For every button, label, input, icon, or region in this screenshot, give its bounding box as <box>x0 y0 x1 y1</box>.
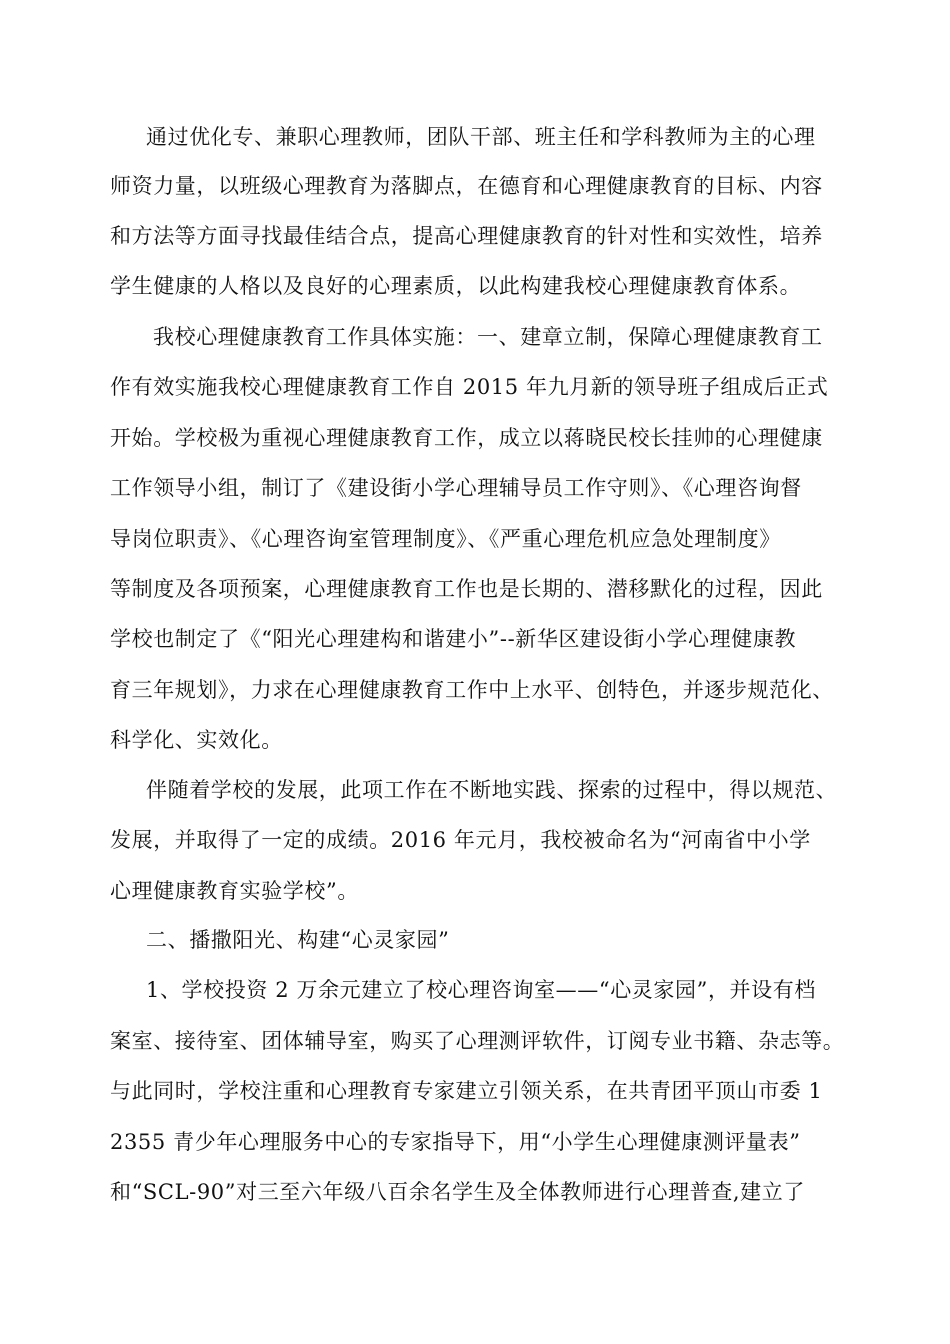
paragraph-line: 育三年规划》，力求在心理健康教育工作中上水平、创特色，并逐步规范化、 <box>110 678 834 702</box>
paragraph-line: 学生健康的人格以及良好的心理素质，以此构建我校心理健康教育体系。 <box>110 274 802 298</box>
paragraph-line: 我校心理健康教育工作具体实施：一、建章立制，保障心理健康教育工 <box>153 325 823 349</box>
paragraph-line: 通过优化专、兼职心理教师，团队干部、班主任和学科教师为主的心理 <box>146 125 816 149</box>
paragraph-line: 发展，并取得了一定的成绩。2016 年元月，我校被命名为“河南省中小学 <box>110 828 811 852</box>
section-heading: 二、播撒阳光、构建“心灵家园” <box>146 928 450 952</box>
paragraph-line: 2355 青少年心理服务中心的专家指导下，用“小学生心理健康测评量表” <box>110 1130 801 1154</box>
paragraph-line: 与此同时，学校注重和心理教育专家建立引领关系，在共青团平顶山市委 1 <box>110 1079 823 1103</box>
paragraph-line: 作有效实施我校心理健康教育工作自 2015 年九月新的领导班子组成后正式 <box>110 375 829 399</box>
paragraph-line: 工作领导小组，制订了《建设街小学心理辅导员工作守则》、《心理咨询督 <box>110 476 802 500</box>
paragraph-line: 心理健康教育实验学校”。 <box>110 879 359 903</box>
paragraph-line: 和“SCL-90”对三至六年级八百余名学生及全体教师进行心理普查,建立了 <box>110 1180 805 1204</box>
paragraph-line: 案室、接待室、团体辅导室，购买了心理测评软件，订阅专业书籍、杂志等。 <box>110 1029 845 1053</box>
paragraph-line: 开始。学校极为重视心理健康教育工作，成立以蒋晓民校长挂帅的心理健康 <box>110 426 823 450</box>
paragraph-line: 导岗位职责》、《心理咨询室管理制度》、《严重心理危机应急处理制度》 <box>110 527 781 551</box>
paragraph-line: 等制度及各项预案，心理健康教育工作也是长期的、潜移默化的过程，因此 <box>110 577 823 601</box>
paragraph-line: 1、学校投资 2 万余元建立了校心理咨询室——“心灵家园”，并设有档 <box>146 978 816 1002</box>
paragraph-line: 科学化、实效化。 <box>110 728 283 752</box>
paragraph-line: 学校也制定了《“阳光心理建构和谐建小”--新华区建设街小学心理健康教 <box>110 627 797 651</box>
paragraph-line: 和方法等方面寻找最佳结合点，提高心理健康教育的针对性和实效性，培养 <box>110 224 823 248</box>
paragraph-line: 伴随着学校的发展，此项工作在不断地实践、探索的过程中，得以规范、 <box>146 778 838 802</box>
paragraph-line: 师资力量，以班级心理教育为落脚点，在德育和心理健康教育的目标、内容 <box>110 174 823 198</box>
